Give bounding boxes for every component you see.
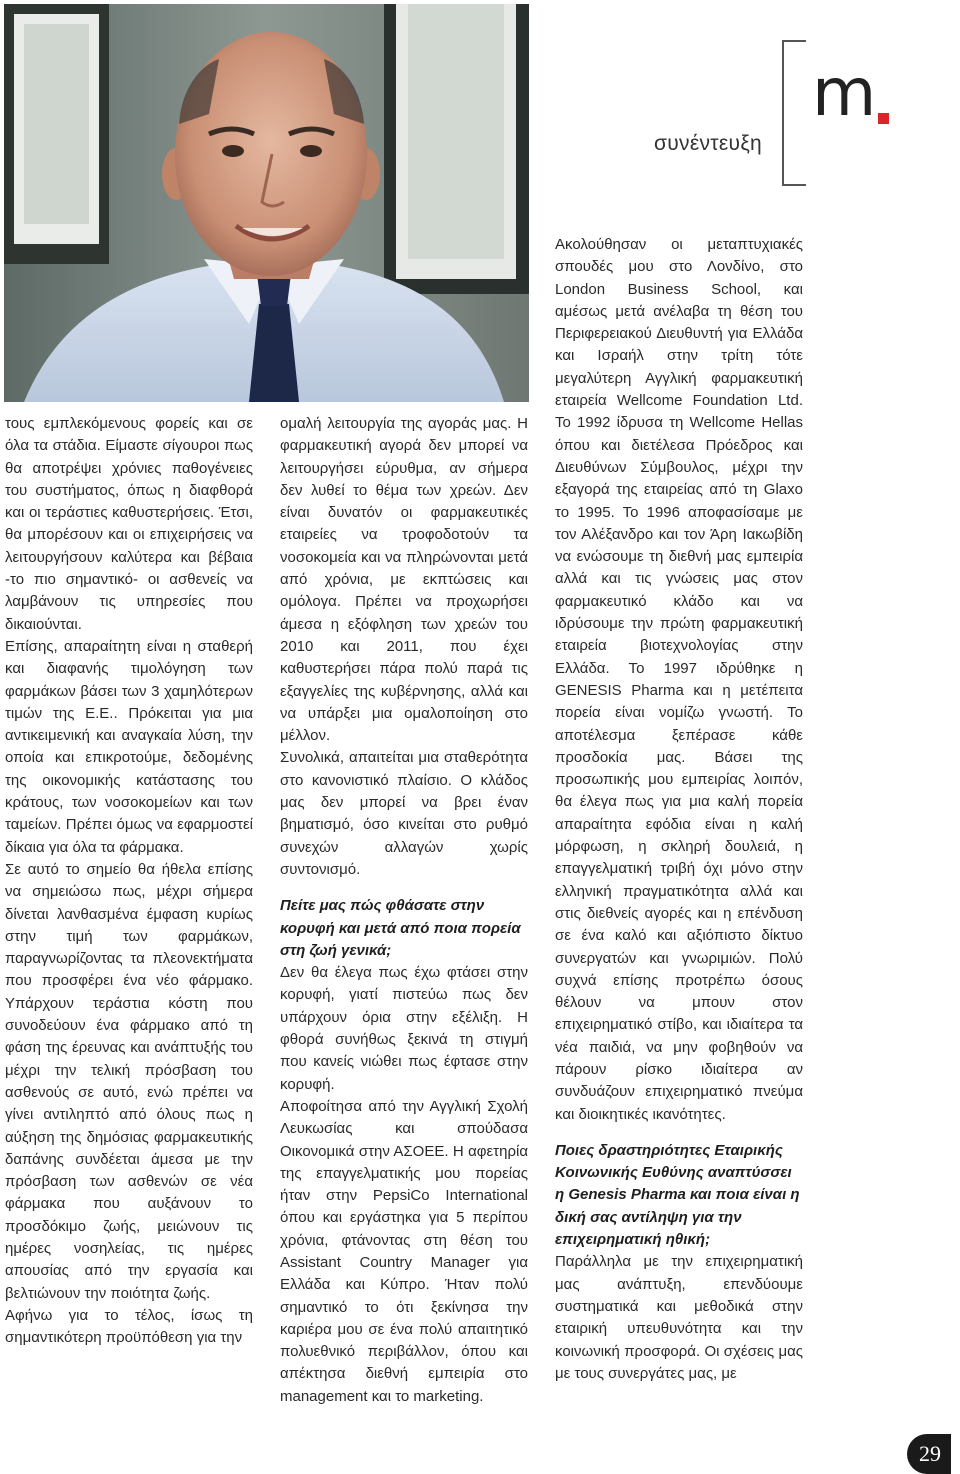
interview-question: Ποιες δραστηριότητες Εταιρικής Κοινωνικής Ευθύνης αναπτύσσει η Genesis Pharma και ποια είναι η δική σας αντίληψη για την επιχειρηματική ηθική; <box>555 1141 800 1249</box>
section-label: συνέντευξη <box>653 132 762 155</box>
paragraph: Αφήνω για το τέλος, ίσως τη σημαντικότερη προϋπόθεση για την <box>5 1306 253 1347</box>
portrait-photo-icon <box>4 4 529 402</box>
article-column-2 <box>280 413 528 1408</box>
paragraph: τους εμπλεκόμενους φορείς και σε όλα τα στάδια. Είμαστε σίγουροι πως θα αποτρέψει χρόνιες παθογένειες του συστήματος, όπως η διαφθορά και οι τεράστιες καθυστερήσεις. Έτσι, θα μπορέσουν και οι επιχειρήσεις να λειτουργήσουν καλύτερα και βέβαια -το πιο σημαντικό- οι ασθενείς να λαμβάνουν τις υπηρεσίες που δικαιούνται. <box>5 415 253 633</box>
magazine-logo: m <box>812 54 875 131</box>
article-column-3 <box>555 234 803 1385</box>
page-number: 29 <box>907 1434 951 1474</box>
interview-question: Πείτε μας πώς φθάσατε στην κορυφή και μετά από ποια πορεία στη ζωή γενικά; <box>280 897 521 959</box>
paragraph: Συνολικά, απαιτείται μια σταθερότητα στο κανονιστικό πλαίσιο. Ο κλάδος μας δεν μπορεί να βρει έναν βηματισμό, όσο κινείται στο ρυθμό συνεχών αλλαγών χωρίς συντονισμό. <box>280 749 528 878</box>
paragraph: Παράλληλα με την επιχειρηματική μας ανάπτυξη, επενδύουμε συστηματικά και μεθοδικά στην εταιρική υπευθυνότητα και την κοινωνική προσφορά. Οι σχέσεις μας με τους συνεργάτες μας, με <box>555 1253 803 1382</box>
article-column-1 <box>5 413 253 1349</box>
paragraph: ομαλή λειτουργία της αγοράς μας. Η φαρμακευτική αγορά δεν μπορεί να λειτουργήσει εύρυθμα, αν σήμερα δεν λυθεί το θέμα των χρεών. Δεν είναι δυνατόν οι φαρμακευτικές εταιρείες να τροφοδοτούν τα νοσοκομεία και να πληρώνονται μετά από χρόνια, με εκπτώσεις και ομόλογα. Πρέπει να προχωρήσει άμεσα η εξόφληση των χρεών του 2010 και 2011, που έχει καθυστερήσει πάρα πολύ παρά τις εξαγγελίες της κυβέρνησης, αλλά και να υπάρξει μια ομαλοποίηση στο μέλλον. <box>280 415 528 745</box>
paragraph: Αποφοίτησα από την Αγγλική Σχολή Λευκωσίας και σπούδασα Οικονομικά στην ΑΣΟΕΕ. Η αφετηρία της επαγγελματικής μου πορείας ήταν στην PepsiCo International όπου και εργάστηκα για 5 περίπου χρόνια, φτάνοντας στη θέση του Assistant Country Manager για Ελλάδα και Κύπρο. Ήταν πολύ σημαντικό το ότι ξεκίνησα την καριέρα μου σε ένα πολύ απαιτητικό πολυεθνικό περιβάλλον, όπου και απέκτησα διεθνή εμπειρία στο management και το marketing. <box>280 1097 528 1405</box>
paragraph: Δεν θα έλεγα πως έχω φτάσει στην κορυφή, γιατί πιστεύω πως δεν υπάρχουν όρια στην εξέλιξη. Η φθορά συνήθως ξεκινά τη στιγμή που κανείς νιώθει πως έφτασε στην κορυφή. <box>280 964 528 1093</box>
paragraph: Σε αυτό το σημείο θα ήθελα επίσης να σημειώσω πως, μέχρι σήμερα δίνεται λανθασμένα έμφαση κυρίως στην τιμή των φαρμάκων, παραγνωρίζοντας τα πλεονεκτήματα που προσφέρει ένα νέο φάρμακο. Υπάρχουν τεράστια κόστη που συνοδεύουν ένα φάρμακο από τη φάση της έρευνας και ανάπτυξής του μέχρι την τελική πρόσβαση του ασθενούς σε αυτό, ενώ πρέπει να γίνει αντιληπτό από όλους πως η αύξηση της δημόσιας φαρμακευτικής δαπάνης συνδέεται άμεσα με την πρόσβαση των ασθενών σε νέα φάρμακα που αυξάνουν το προσδόκιμο ζωής, μειώνουν τις ημέρες νοσηλείας, τις ημέρες απουσίας από την εργασία και βελτιώνουν την ποιότητα ζωής. <box>5 860 253 1302</box>
paragraph: Επίσης, απαραίτητη είναι η σταθερή και διαφανής τιμολόγηση των φαρμάκων βάσει των 3 χαμηλότερων τιμών της Ε.Ε.. Πρόκειται για μια αντικειμενική και αναγκαία λύση, την οποία και επικροτούμε, δεδομένης της οικονομικής κατάστασης του κράτους, των νοσοκομείων και των ταμείων. Πρέπει όμως να εφαρμοστεί δίκαια για όλα τα φάρμακα. <box>5 637 253 856</box>
logo-red-dot <box>878 113 889 124</box>
header-bracket <box>782 40 806 186</box>
portrait-photo <box>4 4 529 402</box>
paragraph: Ακολούθησαν οι μεταπτυχιακές σπουδές μου στο Λονδίνο, στο London Business School, και αμέσως μετά ανέλαβα τη θέση του Περιφερειακού Διευθυντή για Ελλάδα και Ισραήλ στην τρίτη τότε μεγαλύτερη Αγγλική φαρμακευτική εταιρεία Wellcome Foundation Ltd. Το 1992 ίδρυσα τη Wellcome Hellas όπου και διετέλεσα Πρόεδρος και Διευθύνων Σύμβουλος, μέχρι την εξαγορά της εταιρείας από τη Glaxo το 1995. Το 1996 αποφασίσαμε με τον Αλέξανδρο και τον Άρη Ιακωβίδη να ενώσουμε τη διεθνή μας εμπειρία αλλά και τις γνώσεις μας στον φαρμακευτικό κλάδο και να ιδρύσουμε την πρώτη φαρμακευτική εταιρεία βιοτεχνολογίας στην Ελλάδα. Το 1997 ιδρύθηκε η GENESIS Pharma και η μετέπειτα πορεία είναι νομίζω γνωστή. Το αποτέλεσμα ξεπέρασε κάθε προσδοκία μας. Βάσει της προσωπικής μου εμπειρίας λοιπόν, θα έλεγα πως για μια καλή πορεία απαραίτητα εφόδια είναι η καλή μόρφωση, η σκληρή δουλειά, η επαγγελματική τριβή όχι μόνο στην ελληνική πραγματικότητα αλλά και στις διεθνείς αγορές και η επένδυση σε ένα καλό και αξιόπιστο δίκτυο συνεργατών και γνωριμιών. Πολύ συχνά επίσης προτρέπω όσους θέλουν να μπουν στον επιχειρηματικό στίβο, και ιδιαίτερα τα νέα παιδιά, να μην φοβηθούν να πάρουν ρίσκο ιδιαίτερα αν συνδυάζουν επιχειρηματικό πνεύμα και διοικητικές ικανότητες. <box>555 236 803 1123</box>
